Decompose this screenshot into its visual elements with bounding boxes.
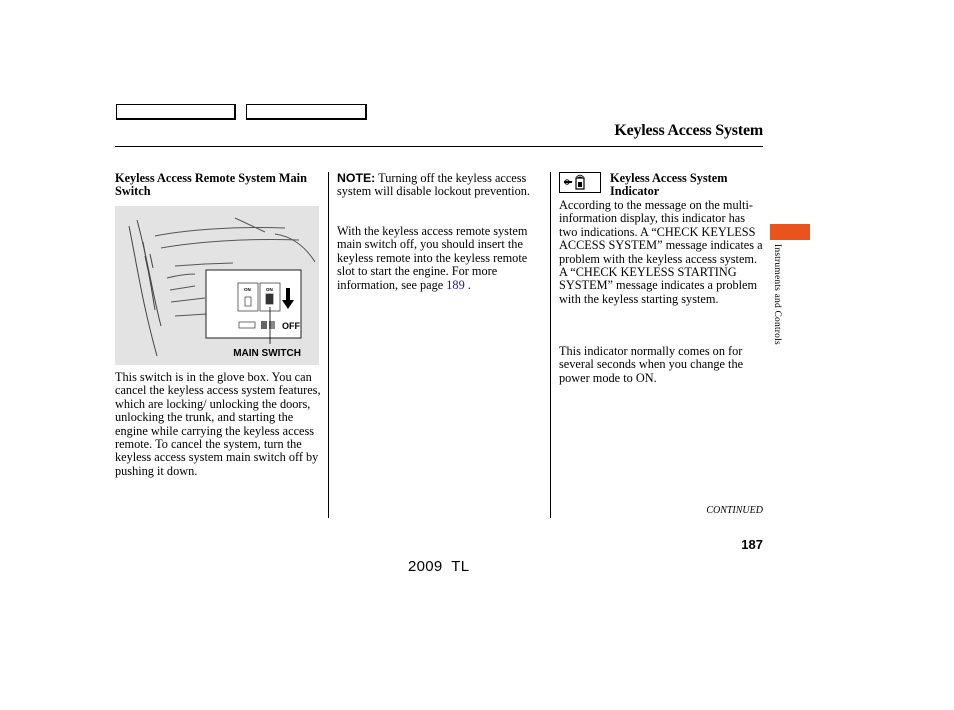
- column-divider-1: [328, 172, 329, 518]
- remote-slot-paragraph: [337, 225, 543, 292]
- model-footer: 2009 TL: [408, 558, 470, 575]
- note-block: [337, 172, 537, 199]
- page-reference-link[interactable]: 189: [446, 277, 465, 292]
- page-number: 187: [741, 537, 763, 552]
- main-switch-body: This switch is in the glove box. You can cancel the keyless access system features, which are locking/ unlocking the doors, unlocking the trunk, and starting the engine while carrying the keyless access remote. To cancel the system, turn the keyless access system main switch off by pushing it down.: [115, 370, 321, 478]
- main-switch-heading: Keyless Access Remote System Main Switch: [115, 171, 307, 199]
- remote-slot-text: With the keyless access remote system main switch off, you should insert the keyless remote into the keyless remote slot to start the engine. For more information, see page: [337, 224, 528, 292]
- page-title: Keyless Access System: [614, 122, 763, 139]
- column-divider-2: [550, 172, 551, 518]
- indicator-paragraph-2: This indicator normally comes on for several seconds when you change the power mode to ON.: [559, 344, 744, 385]
- continued-label: CONTINUED: [706, 505, 763, 516]
- glovebox-illustration: [115, 206, 319, 365]
- switch-on-label-b: ON: [266, 287, 273, 292]
- indicator-heading: Keyless Access System Indicator: [610, 171, 728, 199]
- remote-slot-text-end: .: [464, 277, 471, 292]
- glovebox-figure: [115, 206, 319, 365]
- nav-box-left[interactable]: [116, 104, 236, 120]
- off-label: OFF: [282, 321, 300, 331]
- note-label: NOTE:: [337, 171, 376, 185]
- switch-on-label-a: ON: [244, 287, 251, 292]
- keyless-indicator-icon: [560, 173, 600, 192]
- indicator-paragraph-1: According to the message on the multi-information display, this indicator has two indications. A “CHECK KEYLESS ACCESS SYSTEM” message indicates a problem with the keyless access system. A “CHECK KEYLESS STARTING SYSTEM” message indicates a problem with the keyless starting system.: [559, 198, 763, 306]
- header-rule: [115, 146, 763, 147]
- indicator-symbol-box: [559, 172, 601, 193]
- note-text: Turning off the keyless access system will disable lockout prevention.: [337, 171, 530, 199]
- figure-caption: MAIN SWITCH: [233, 348, 301, 359]
- section-tab-label: Instruments and Controls: [772, 244, 782, 345]
- nav-box-right[interactable]: [246, 104, 367, 120]
- section-tab[interactable]: [770, 224, 810, 240]
